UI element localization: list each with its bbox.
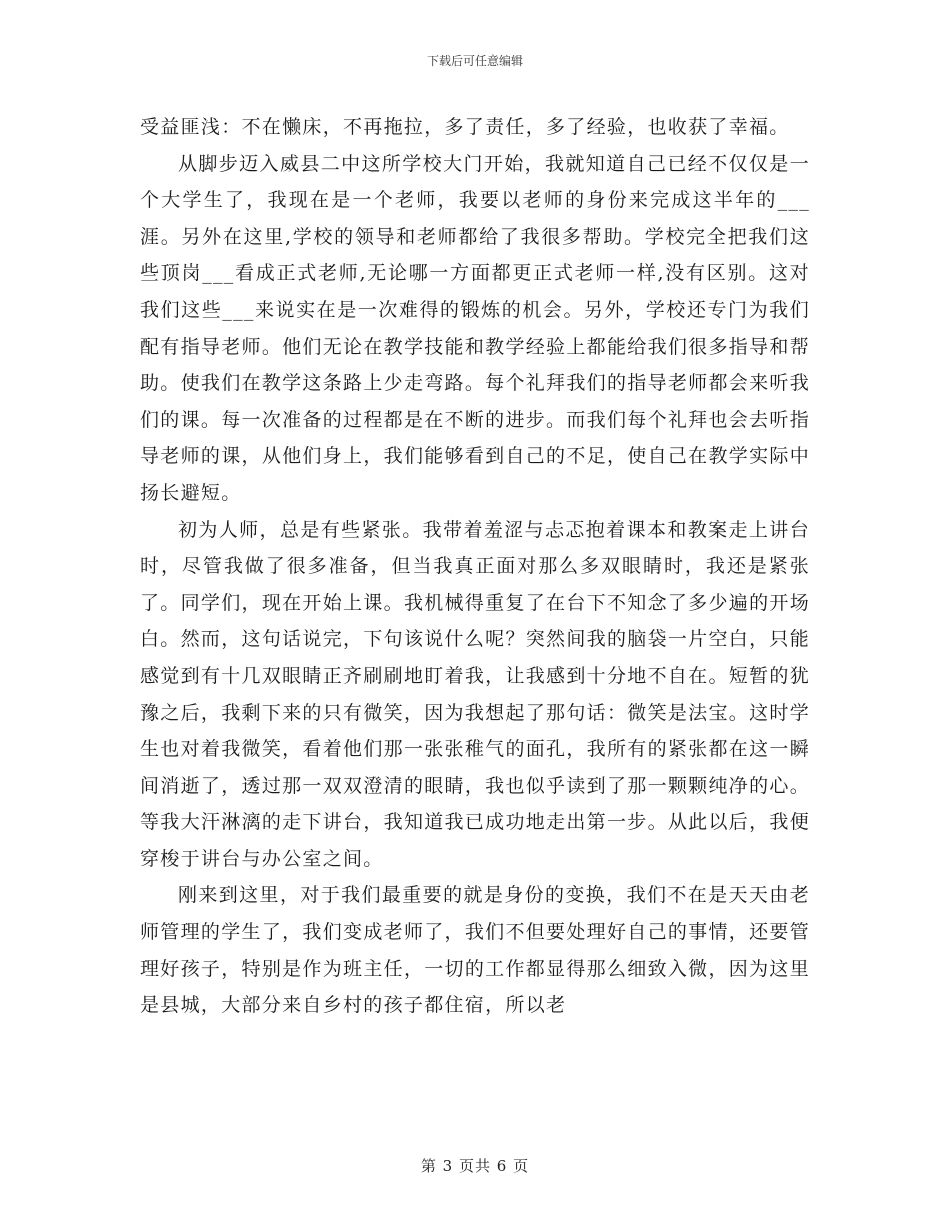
paragraph-4: 刚来到这里，对于我们最重要的就是身份的变换，我们不在是天天由老师管理的学生了，我们变成老师了，我们不但要处理好自己的事情，还要管理好孩子，特别是作为班主任，一切的工作都显得那么细致入微，因为这里是县城，大部分来自乡村的孩子都住宿，所以老 xyxy=(140,884,810,1017)
paragraph-2: 从脚步迈入威县二中这所学校大门开始，我就知道自己已经不仅仅是一个大学生了，我现在是一个老师，我要以老师的身份来完成这半年的___涯。另外在这里,学校的领导和老师都给了我很多帮助。学校完全把我们这些顶岗___看成正式老师,无论哪一方面都更正式老师一样,没有区别。这对我们这些___来说实在是一次难得的锻炼的机会。另外，学校还专门为我们配有指导老师。他们无论在教学技能和教学经验上都能给我们很多指导和帮助。使我们在教学这条路上少走弯路。每个礼拜我们的指导老师都会来听我们的课。每一次准备的过程都是在不断的进步。而我们每个礼拜也会去听指导老师的课，从他们身上，我们能够看到自己的不足，使自己在教学实际中扬长避短。 xyxy=(140,152,810,504)
paragraph-1: 受益匪浅：不在懒床，不再拖拉，多了责任，多了经验，也收获了幸福。 xyxy=(140,116,790,138)
document-body xyxy=(140,109,810,1024)
paragraph-3: 初为人师，总是有些紧张。我带着羞涩与忐忑抱着课本和教案走上讲台时，尽管我做了很多准备，但当我真正面对那么多双眼睛时，我还是紧张了。同学们，现在开始上课。我机械得重复了在台下不知念了多少遍的开场白。然而，这句话说完，下句该说什么呢？突然间我的脑袋一片空白，只能感觉到有十几双眼睛正齐刷刷地盯着我，让我感到十分地不自在。短暂的犹豫之后，我剩下来的只有微笑，因为我想起了那句话：微笑是法宝。这时学生也对着我微笑，看着他们那一张张稚气的面孔，我所有的紧张都在这一瞬间消逝了，透过那一双双澄清的眼睛，我也似乎读到了那一颗颗纯净的心。等我大汗淋漓的走下讲台，我知道我已成功地走出第一步。从此以后，我便穿梭于讲台与办公室之间。 xyxy=(140,518,810,870)
page-footer-number: 第 3 页共 6 页 xyxy=(420,1157,530,1175)
page-header-note: 下载后可任意编辑 xyxy=(426,54,523,68)
